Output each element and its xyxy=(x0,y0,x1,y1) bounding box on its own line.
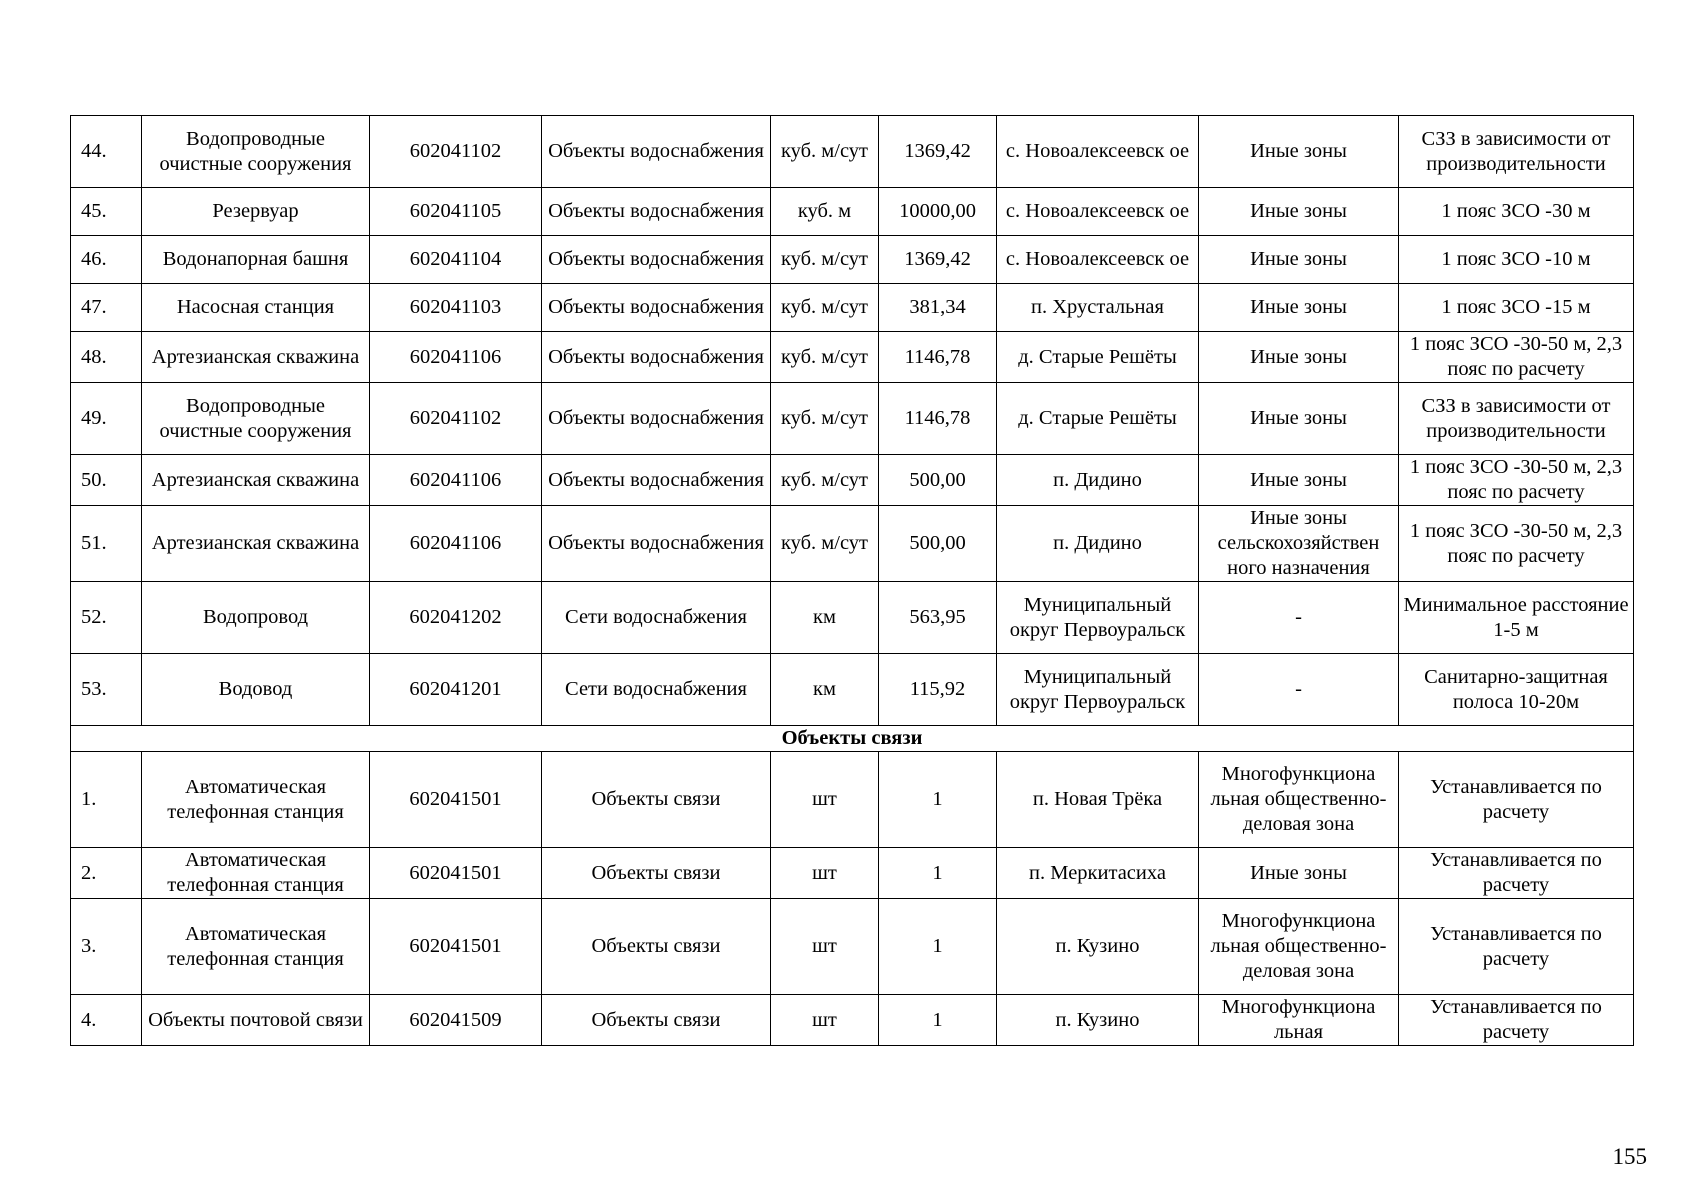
cell-row-number: 4. xyxy=(71,995,142,1046)
cell-zone: - xyxy=(1199,654,1399,726)
cell-row-number: 48. xyxy=(71,332,142,383)
section-title: Объекты связи xyxy=(71,726,1634,752)
cell-row-number: 50. xyxy=(71,455,142,506)
cell-object-name: Артезианская скважина xyxy=(142,506,370,582)
cell-object-name: Артезианская скважина xyxy=(142,455,370,506)
cell-location: д. Старые Решёты xyxy=(997,332,1199,383)
cell-object-code: 602041103 xyxy=(370,284,542,332)
cell-row-number: 44. xyxy=(71,116,142,188)
table-row xyxy=(71,582,1634,654)
cell-row-number: 51. xyxy=(71,506,142,582)
table-row xyxy=(71,236,1634,284)
cell-object-name: Водовод xyxy=(142,654,370,726)
cell-unit: шт xyxy=(771,752,879,848)
cell-object-name: Объекты почтовой связи xyxy=(142,995,370,1046)
cell-unit: куб. м/сут xyxy=(771,236,879,284)
cell-object-type: Объекты водоснабжения xyxy=(542,188,771,236)
cell-unit: шт xyxy=(771,848,879,899)
cell-zone: Иные зоны xyxy=(1199,455,1399,506)
cell-object-code: 602041106 xyxy=(370,506,542,582)
cell-unit: куб. м/сут xyxy=(771,116,879,188)
table-row xyxy=(71,188,1634,236)
table-row xyxy=(71,455,1634,506)
cell-unit: куб. м/сут xyxy=(771,383,879,455)
cell-location: с. Новоалексеевск ое xyxy=(997,116,1199,188)
cell-zone: Иные зоны xyxy=(1199,848,1399,899)
table-row xyxy=(71,383,1634,455)
cell-object-code: 602041201 xyxy=(370,654,542,726)
cell-value: 500,00 xyxy=(879,506,997,582)
cell-object-code: 602041202 xyxy=(370,582,542,654)
cell-zone: Иные зоны xyxy=(1199,236,1399,284)
cell-unit: шт xyxy=(771,995,879,1046)
cell-zone: Иные зоны xyxy=(1199,383,1399,455)
cell-value: 1146,78 xyxy=(879,332,997,383)
cell-row-number: 46. xyxy=(71,236,142,284)
cell-object-type: Объекты связи xyxy=(542,752,771,848)
table-row xyxy=(71,506,1634,582)
cell-row-number: 52. xyxy=(71,582,142,654)
cell-value: 563,95 xyxy=(879,582,997,654)
cell-row-number: 3. xyxy=(71,899,142,995)
cell-zone: Иные зоны xyxy=(1199,284,1399,332)
cell-location: п. Хрустальная xyxy=(997,284,1199,332)
cell-location: с. Новоалексеевск ое xyxy=(997,188,1199,236)
table-row xyxy=(71,654,1634,726)
cell-value: 381,34 xyxy=(879,284,997,332)
cell-row-number: 47. xyxy=(71,284,142,332)
cell-restriction: Минимальное расстояние 1-5 м xyxy=(1399,582,1634,654)
cell-restriction: 1 пояс ЗСО -30-50 м, 2,3 пояс по расчету xyxy=(1399,506,1634,582)
cell-restriction: 1 пояс ЗСО -30 м xyxy=(1399,188,1634,236)
cell-location: п. Дидино xyxy=(997,455,1199,506)
cell-location: п. Меркитасиха xyxy=(997,848,1199,899)
cell-value: 500,00 xyxy=(879,455,997,506)
cell-object-type: Объекты водоснабжения xyxy=(542,116,771,188)
cell-row-number: 53. xyxy=(71,654,142,726)
cell-restriction: 1 пояс ЗСО -15 м xyxy=(1399,284,1634,332)
cell-restriction: Устанавливается по расчету xyxy=(1399,899,1634,995)
cell-object-code: 602041501 xyxy=(370,752,542,848)
cell-unit: куб. м/сут xyxy=(771,455,879,506)
cell-row-number: 49. xyxy=(71,383,142,455)
cell-restriction: 1 пояс ЗСО -30-50 м, 2,3 пояс по расчету xyxy=(1399,332,1634,383)
cell-value: 1146,78 xyxy=(879,383,997,455)
cell-object-name: Водопроводные очистные сооружения xyxy=(142,383,370,455)
cell-object-code: 602041105 xyxy=(370,188,542,236)
cell-unit: куб. м/сут xyxy=(771,284,879,332)
cell-object-code: 602041501 xyxy=(370,848,542,899)
cell-object-code: 602041104 xyxy=(370,236,542,284)
table-row xyxy=(71,995,1634,1046)
cell-object-type: Объекты водоснабжения xyxy=(542,284,771,332)
cell-restriction: СЗЗ в зависимости от производительности xyxy=(1399,383,1634,455)
cell-object-name: Автоматическая телефонная станция xyxy=(142,848,370,899)
cell-location: п. Кузино xyxy=(997,899,1199,995)
cell-location: д. Старые Решёты xyxy=(997,383,1199,455)
cell-zone: Иные зоны xyxy=(1199,116,1399,188)
cell-unit: км xyxy=(771,582,879,654)
table-row xyxy=(71,116,1634,188)
cell-object-name: Автоматическая телефонная станция xyxy=(142,752,370,848)
cell-object-name: Водонапорная башня xyxy=(142,236,370,284)
cell-restriction: 1 пояс ЗСО -30-50 м, 2,3 пояс по расчету xyxy=(1399,455,1634,506)
cell-object-type: Сети водоснабжения xyxy=(542,654,771,726)
cell-location: с. Новоалексеевск ое xyxy=(997,236,1199,284)
cell-unit: км xyxy=(771,654,879,726)
cell-value: 1369,42 xyxy=(879,236,997,284)
cell-object-name: Насосная станция xyxy=(142,284,370,332)
cell-object-code: 602041501 xyxy=(370,899,542,995)
table-row xyxy=(71,848,1634,899)
cell-restriction: 1 пояс ЗСО -10 м xyxy=(1399,236,1634,284)
cell-unit: шт xyxy=(771,899,879,995)
cell-object-name: Артезианская скважина xyxy=(142,332,370,383)
cell-value: 1 xyxy=(879,995,997,1046)
cell-object-code: 602041102 xyxy=(370,383,542,455)
cell-unit: куб. м xyxy=(771,188,879,236)
cell-row-number: 45. xyxy=(71,188,142,236)
cell-location: п. Кузино xyxy=(997,995,1199,1046)
page-number: 155 xyxy=(1612,1144,1647,1169)
table-row xyxy=(71,752,1634,848)
cell-object-type: Объекты водоснабжения xyxy=(542,332,771,383)
cell-restriction: Устанавливается по расчету xyxy=(1399,995,1634,1046)
cell-unit: куб. м/сут xyxy=(771,506,879,582)
cell-object-type: Объекты связи xyxy=(542,995,771,1046)
cell-zone: Многофункциона льная общественно-деловая зона xyxy=(1199,752,1399,848)
cell-object-code: 602041102 xyxy=(370,116,542,188)
cell-object-code: 602041106 xyxy=(370,455,542,506)
cell-zone: Многофункциона льная xyxy=(1199,995,1399,1046)
cell-value: 115,92 xyxy=(879,654,997,726)
table-row xyxy=(71,332,1634,383)
cell-object-name: Водопроводные очистные сооружения xyxy=(142,116,370,188)
cell-value: 1369,42 xyxy=(879,116,997,188)
cell-restriction: СЗЗ в зависимости от производительности xyxy=(1399,116,1634,188)
cell-restriction: Устанавливается по расчету xyxy=(1399,848,1634,899)
cell-object-name: Водопровод xyxy=(142,582,370,654)
cell-value: 10000,00 xyxy=(879,188,997,236)
cell-object-type: Объекты водоснабжения xyxy=(542,383,771,455)
cell-zone: Многофункциона льная общественно-деловая зона xyxy=(1199,899,1399,995)
cell-zone: Иные зоны xyxy=(1199,332,1399,383)
cell-restriction: Санитарно-защитная полоса 10-20м xyxy=(1399,654,1634,726)
cell-object-type: Объекты водоснабжения xyxy=(542,455,771,506)
cell-row-number: 2. xyxy=(71,848,142,899)
table-row xyxy=(71,284,1634,332)
cell-row-number: 1. xyxy=(71,752,142,848)
cell-location: Муниципальный округ Первоуральск xyxy=(997,582,1199,654)
cell-location: п. Дидино xyxy=(997,506,1199,582)
cell-zone: - xyxy=(1199,582,1399,654)
cell-object-type: Объекты водоснабжения xyxy=(542,506,771,582)
cell-object-code: 602041106 xyxy=(370,332,542,383)
cell-value: 1 xyxy=(879,752,997,848)
cell-restriction: Устанавливается по расчету xyxy=(1399,752,1634,848)
cell-object-code: 602041509 xyxy=(370,995,542,1046)
cell-object-type: Объекты связи xyxy=(542,848,771,899)
section-header-row xyxy=(71,726,1634,752)
cell-zone: Иные зоны xyxy=(1199,188,1399,236)
cell-unit: куб. м/сут xyxy=(771,332,879,383)
cell-object-name: Резервуар xyxy=(142,188,370,236)
cell-location: Муниципальный округ Первоуральск xyxy=(997,654,1199,726)
cell-value: 1 xyxy=(879,899,997,995)
table-row xyxy=(71,899,1634,995)
cell-location: п. Новая Трёка xyxy=(997,752,1199,848)
cell-object-type: Сети водоснабжения xyxy=(542,582,771,654)
cell-zone: Иные зоны сельскохозяйствен ного назначения xyxy=(1199,506,1399,582)
cell-object-name: Автоматическая телефонная станция xyxy=(142,899,370,995)
cell-object-type: Объекты связи xyxy=(542,899,771,995)
objects-table xyxy=(70,115,1634,1046)
cell-object-type: Объекты водоснабжения xyxy=(542,236,771,284)
cell-value: 1 xyxy=(879,848,997,899)
